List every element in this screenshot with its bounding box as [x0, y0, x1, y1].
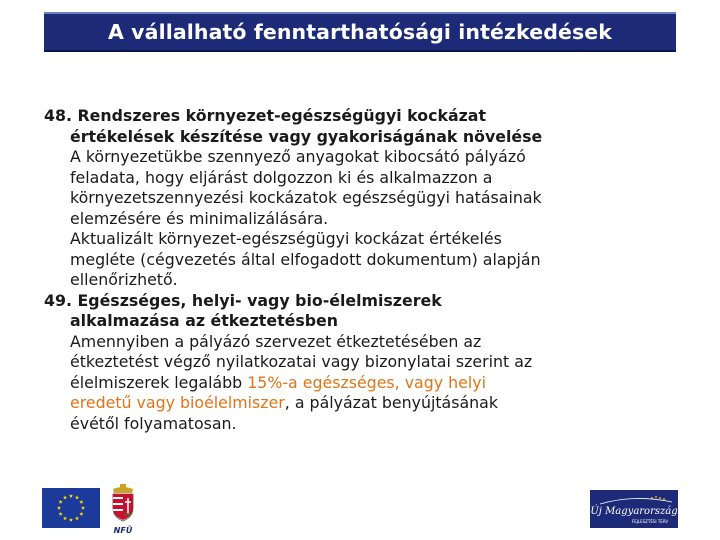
title-bar: [44, 12, 676, 52]
item-48-body-line: környezetszennyezési kockázatok egészségügyi hatásainak: [70, 188, 542, 207]
hungarian-crest-logo: [108, 484, 138, 536]
item-49-heading-line-2: alkalmazása az étkeztetésben: [70, 311, 338, 330]
item-48-body-line: ellenőrizhető.: [70, 270, 178, 289]
item-49-body-line: évétől folyamatosan.: [70, 413, 237, 433]
um-subtext: FEJLESZTÉSI TERV: [631, 519, 669, 524]
body-text: élelmiszerek legalább: [70, 372, 248, 392]
content: [44, 106, 684, 434]
item-49-body-line-mixed: [44, 393, 684, 414]
item-48-heading-line-2: értékelések készítése vagy gyakoriságának növelése: [70, 126, 543, 146]
crest-text: NFÜ: [113, 526, 133, 535]
item-48-body-line: feladata, hogy eljárást dolgozzon ki és alkalmazzon a: [70, 167, 493, 187]
highlight-text: eredetű vagy bioélelmiszer: [70, 393, 285, 412]
item-48-body-line: elemzésére és minimalizálására.: [70, 208, 329, 228]
item-48-heading-line-1: 48. Rendszeres környezet-egészségügyi kockázat: [44, 106, 487, 125]
item-48-body-line: A környezetükbe szennyező anyagokat kibocsátó pályázó: [70, 147, 526, 166]
item-48-body-line: megléte (cégvezetés által elfogadott dokumentum) alapján: [70, 249, 541, 269]
uj-magyarorszag-logo: [590, 490, 678, 528]
highlight-text: 15%-a egészséges, vagy helyi: [247, 372, 486, 392]
item-48-body-line: Aktualizált környezet-egészségügyi kockázat értékelés: [70, 229, 502, 248]
eu-flag-logo: [42, 488, 100, 528]
page-title: A vállalható fenntarthatósági intézkedések: [107, 20, 613, 44]
item-49-body-line: Amennyiben a pályázó szervezet étkeztetésében az: [70, 331, 482, 351]
item-49-heading-line-1: 49. Egészséges, helyi- vagy bio-élelmiszerek: [44, 290, 442, 310]
item-49-body-line-mixed: [44, 373, 684, 394]
um-text: Új Magyarország: [590, 506, 678, 517]
body-text: , a pályázat benyújtásának: [284, 393, 498, 412]
item-49-body-line: étkeztetést végző nyilatkozatai vagy bizonylatai szerint az: [70, 352, 533, 371]
